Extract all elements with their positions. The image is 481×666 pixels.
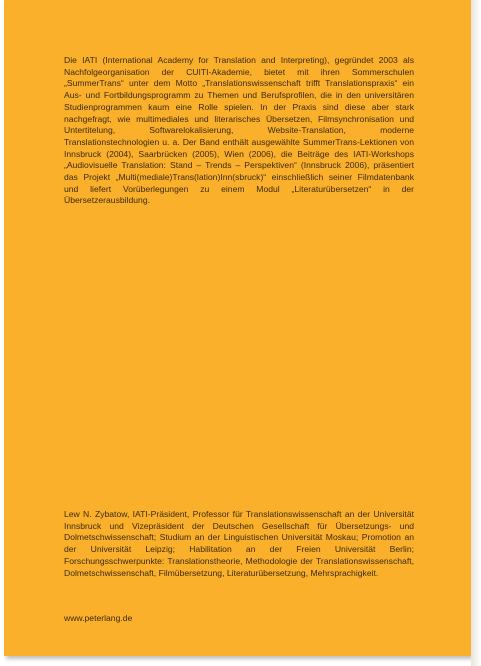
publisher-website: www.peterlang.de (64, 613, 133, 623)
cover-blurb-text: Die IATI (International Academy for Translation and Interpreting), gegründet 2003 als Nachfolgeorganisation der CUITI-Akademie, bietet mit ihren Sommerschulen „SummerTrans“ unter dem Motto „Translationswissenschaft trifft Translationspraxis“ ein Aus- und Fortbildungsprogramm zu Themen und Berufsprofilen, die in den universitären Studienprogrammen kaum eine Rolle spielen. In der Praxis sind diese aber stark nachgefragt, wie multimediales und literarisches Übersetzen, Filmsynchronisation und Untertitelung, Softwarelokalisierung, Website-Translation, moderne Translationstechnologien u. a. Der Band enthält ausgewählte SummerTrans-Lektionen von Innsbruck (2004), Saarbrücken (2005), Wien (2006), die Beiträge des IATI-Workshops „Audiovisuelle Translation: Stand – Trends – Perspektiven“ (Innsbruck 2006), präsentiert das Projekt „Multi(mediale)Trans(lation)Inn(sbruck)“ einschließlich seiner Filmdatenbank und liefert Vorüberlegungen zu einem Modul „Literaturübersetzen“ in der Übersetzerausbildung. (64, 55, 414, 206)
author-bio-text: Lew N. Zybatow, IATI-Präsident, Professor für Translationswissenschaft an der Universität Innsbruck und Vizepräsident der Deutschen Gesellschaft für Übersetzungs- und Dolmetschwissenschaft; Studium an der Linguistischen Universität Moskau; Promotion an der Universität Leipzig; Habilitation an der Freien Universität Berlin; Forschungsschwerpunkte: Translationstheorie, Methodologie der Translationswissenschaft, Dolmetschwissenschaft, Filmübersetzung, Literaturübersetzung, Mehrsprachigkeit. (64, 509, 414, 578)
page-edge (471, 0, 481, 666)
